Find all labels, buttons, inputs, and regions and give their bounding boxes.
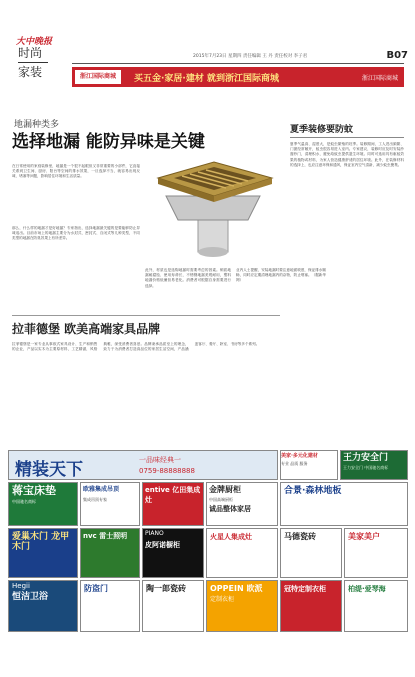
ad-made[interactable]: 马德瓷砖 [280,528,342,578]
ad-taoyilang[interactable]: 陶一郎瓷砖 [142,580,204,632]
banner-right-text: 浙江国际商城 [361,75,398,82]
ad-hegii[interactable]: Hegii 恒洁卫浴 [8,580,78,632]
lead-col-1: 在日常使用的家庭装修里，地漏是一个很不起眼但又非常重要的小部件，它直接关系到卫生间、厨房、阳台等空间的排水效果，一旦选择不当，就容易出现反味、堵塞等问题，影响居住环境和生活质量。 [12,164,140,179]
ad-hejing[interactable]: 合景·森林地板 [280,482,408,526]
ad-piano[interactable]: PIANO 皮阿诺橱柜 [142,528,204,578]
ad-meijiameihu[interactable]: 美家美户 [344,528,408,578]
second-headline: 拉菲德堡 欧美高端家具品牌 [12,322,161,336]
lead-col-4: 业内人士提醒，安装地漏时要注意地面坡度，保证排水顺畅，同时应定期清理地漏内的杂物，防止堵塞。（据新华网） [236,268,326,283]
paper-name: 大中晚报 [16,37,53,47]
section-title-bottom: 家装 [18,65,43,79]
ad-nvc[interactable]: nvc 雷士照明 [80,528,140,578]
ad-jingzhuang-name: 精装天下 [15,460,83,480]
section-title-top: 时尚 [18,46,43,60]
side-headline: 夏季装修要防蚊 [290,125,354,135]
ad-fangdaomen[interactable]: 防盗门 [80,580,140,632]
ad-jingzhuang-tianxia[interactable] [8,450,278,480]
side-body: 夏季气温高、湿度大，是蚊虫繁殖的旺季。装修期间，工人进出频繁、门窗经常敞开，蚊虫很容易进入室内。专家建议，装修时应及时安装纱窗纱门，清理积水，避免给蚊虫提供滋生环境。同时可选用具有驱蚊效果的植物或材料，为家人营造健康舒适的居住环境。此外，在装修材料的选择上，也应注意环保和通风，保证室内空气清新，减少蚊虫聚集。 [290,142,404,167]
lead-col-2: 那么，什么样的地漏才是好地漏？专家指出，选择地漏最关键的是要能够防止异味返出。目前市场上的地漏主要分为水封式、密封式、自闭式等几种类型，不同类型的地漏在防臭效果上有所差异。 [12,226,140,241]
ad-jinpai[interactable]: 金牌厨柜 中国高端厨柜 诚品整体家居 [206,482,278,526]
ad-meijia[interactable]: 美家·多元化建材 专业 品质 服务 [280,450,338,480]
ad-baiti[interactable]: 柏缇·爱琴海 [344,580,408,632]
ad-wangli[interactable]: 王力安全门 王力安全门 中国驰名商标 [340,450,408,480]
issue-info: 2015年7月23日 星期四 责任编辑 王 丹 责任校对 李子君 [193,54,308,59]
banner-slogan: 买五金·家居·建材 就到浙江国际商城 [134,74,279,84]
lead-kicker: 地漏种类多 [14,120,60,130]
page-number: B07 [386,50,408,61]
lead-headline: 选择地漏 能防异味是关键 [12,132,205,152]
ad-aichao[interactable]: 爱巢木门 龙甲木门 [8,528,78,578]
top-banner-ad[interactable] [72,67,404,87]
section-title [18,46,58,79]
ad-huoxingren[interactable]: 火星人集成灶 [206,528,278,578]
ad-jingzhuang-phone: 0759-88888888 [139,467,195,475]
banner-logo: 浙江国际商城 [75,70,121,84]
floor-drain-image [148,148,278,266]
ad-entive[interactable]: entive 亿田集成灶 [142,482,204,526]
ad-jiangbao[interactable]: 蒋宝床垫 中国驰名商标 [8,482,78,526]
lead-col-3: 此外，材质也是选购地漏时需要考虑的因素。铜质地漏耐腐蚀、使用寿命长，不锈钢地漏美观耐用，塑料地漏价格低廉但易老化。消费者可根据自身需要进行选择。 [145,268,231,288]
ad-ouya[interactable]: 欧雅集成吊顶 集成吊顶专家 [80,482,140,526]
ad-guante[interactable]: 冠特定制衣柜 [280,580,342,632]
second-body: 拉菲德堡是一家专业从事欧式家具设计、生产和销售的企业，产品以实木为主要原材料，工艺精湛，风格典雅，深受消费者喜爱。品牌秉承品质至上的理念，致力于为消费者打造高品位的家居生活空间，产品涵盖客厅、餐厅、卧室、书房等多个系列。 [12,342,260,352]
ad-oppein[interactable]: OPPEIN 欧派 定制衣柜 [206,580,278,632]
ad-jingzhuang-sub: 一品味经典一 [139,456,181,464]
